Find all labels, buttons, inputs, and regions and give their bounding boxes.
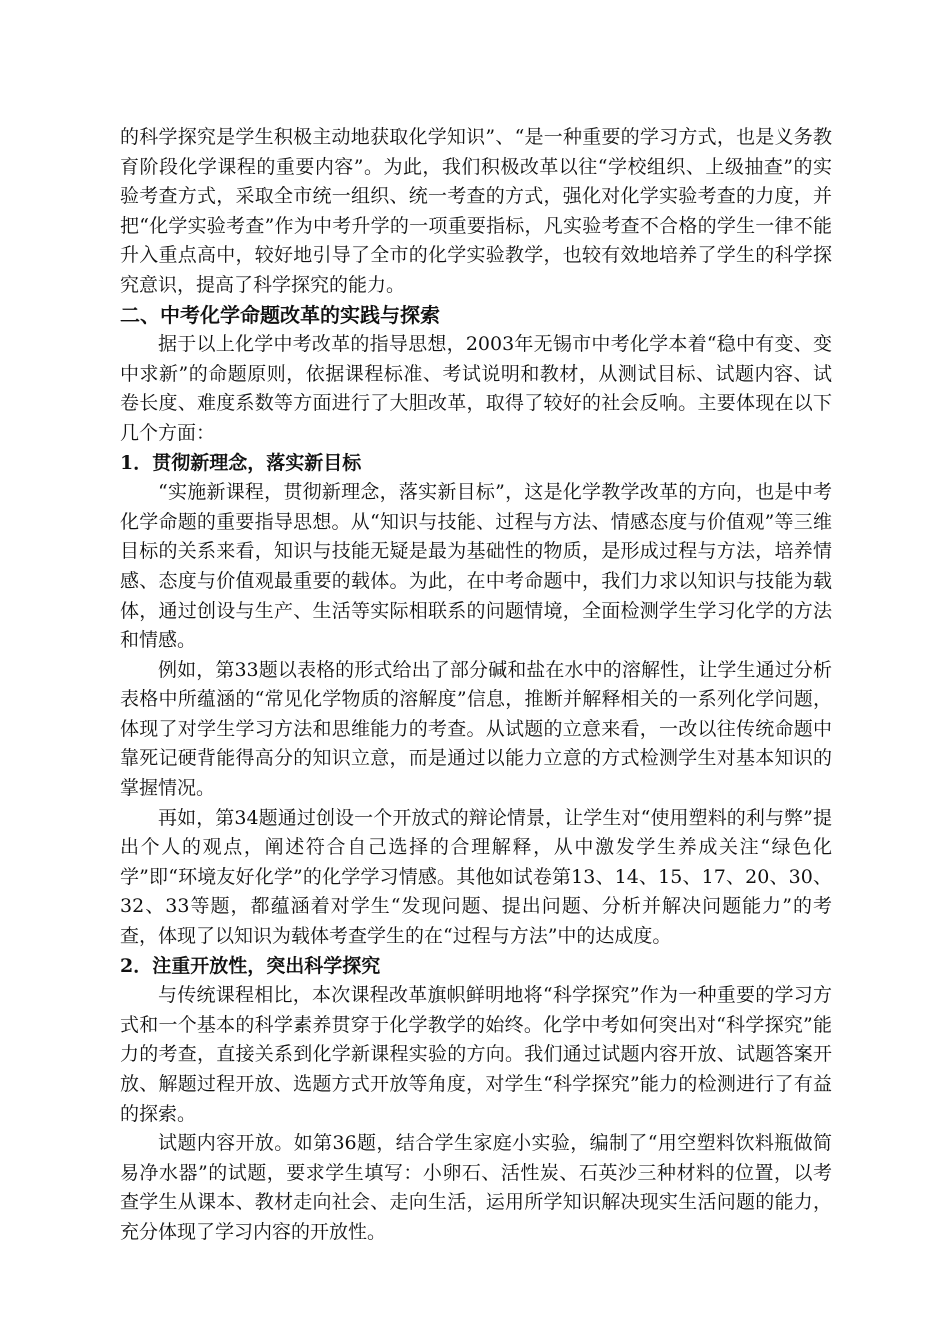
intro-paragraph: 的科学探究是学生积极主动地获取化学知识”、“是一种重要的学习方式，也是义务教育阶段化学课程的重要内容”。为此，我们积极改革以往“学校组织、上级抽查”的实验考查方式，采取全市统一组织、统一考查的方式，强化对化学实验考查的力度，并把“化学实验考查”作为中考升学的一项重要指标，凡实验考查不合格的学生一律不能升入重点高中，较好地引导了全市的化学实验教学，也较有效地培养了学生的科学探究意识，提高了科学探究的能力。: [120, 126, 832, 296]
subheading-2: 2．注重开放性，突出科学探究: [120, 954, 381, 977]
document-page: [120, 123, 832, 1248]
section-intro-paragraph: 据于以上化学中考改革的指导思想，2003年无锡市中考化学本着“稳中有变、变中求新”的命题原则，依据课程标准、考试说明和教材，从测试目标、试题内容、试卷长度、难度系数等方面进行了大胆改革，取得了较好的社会反响。主要体现在以下几个方面：: [120, 333, 832, 444]
paragraph-1c: 再如，第34题通过创设一个开放式的辩论情景，让学生对“使用塑料的利与弊”提出个人的观点，阐述符合自己选择的合理解释，从中激发学生养成关注“绿色化学”即“环境友好化学”的化学学习情感。其他如试卷第13、14、15、17、20、30、32、33等题，都蕴涵着对学生“发现问题、提出问题、分析并解决问题能力”的考查，体现了以知识为载体考查学生的在“过程与方法”中的达成度。: [120, 806, 832, 948]
paragraph-1a: “实施新课程，贯彻新理念，落实新目标”，这是化学教学改革的方向，也是中考化学命题的重要指导思想。从“知识与技能、过程与方法、情感态度与价值观”等三维目标的关系来看，知识与技能无疑是最为基础性的物质，是形成过程与方法，培养情感、态度与价值观最重要的载体。为此，在中考命题中，我们力求以知识与技能为载体，通过创设与生产、生活等实际相联系的问题情境，全面检测学生学习化学的方法和情感。: [120, 481, 832, 652]
paragraph-2a: 与传统课程相比，本次课程改革旗帜鲜明地将“科学探究”作为一种重要的学习方式和一个基本的科学素养贯穿于化学教学的始终。化学中考如何突出对“科学探究”能力的考查，直接关系到化学新课程实验的方向。我们通过试题内容开放、试题答案开放、解题过程开放、选题方式开放等角度，对学生“科学探究”能力的检测进行了有益的探索。: [120, 984, 832, 1125]
paragraph-1b: 例如，第33题以表格的形式给出了部分碱和盐在水中的溶解性，让学生通过分析表格中所蕴涵的“常见化学物质的溶解度”信息，推断并解释相关的一系列化学问题，体现了对学生学习方法和思维能力的考查。从试题的立意来看，一改以往传统命题中靠死记硬背能得高分的知识立意，而是通过以能力立意的方式检测学生对基本知识的掌握情况。: [120, 658, 832, 800]
section-heading: 二、中考化学命题改革的实践与探索: [120, 302, 440, 327]
paragraph-2b: 试题内容开放。如第36题，结合学生家庭小实验，编制了“用空塑料饮料瓶做简易净水器”的试题，要求学生填写：小卵石、活性炭、石英沙三种材料的位置，以考查学生从课本、教材走向社会、走向生活，运用所学知识解决现实生活问题的能力，充分体现了学习内容的开放性。: [120, 1132, 832, 1243]
subheading-1: 1．贯彻新理念，落实新目标: [120, 451, 362, 474]
